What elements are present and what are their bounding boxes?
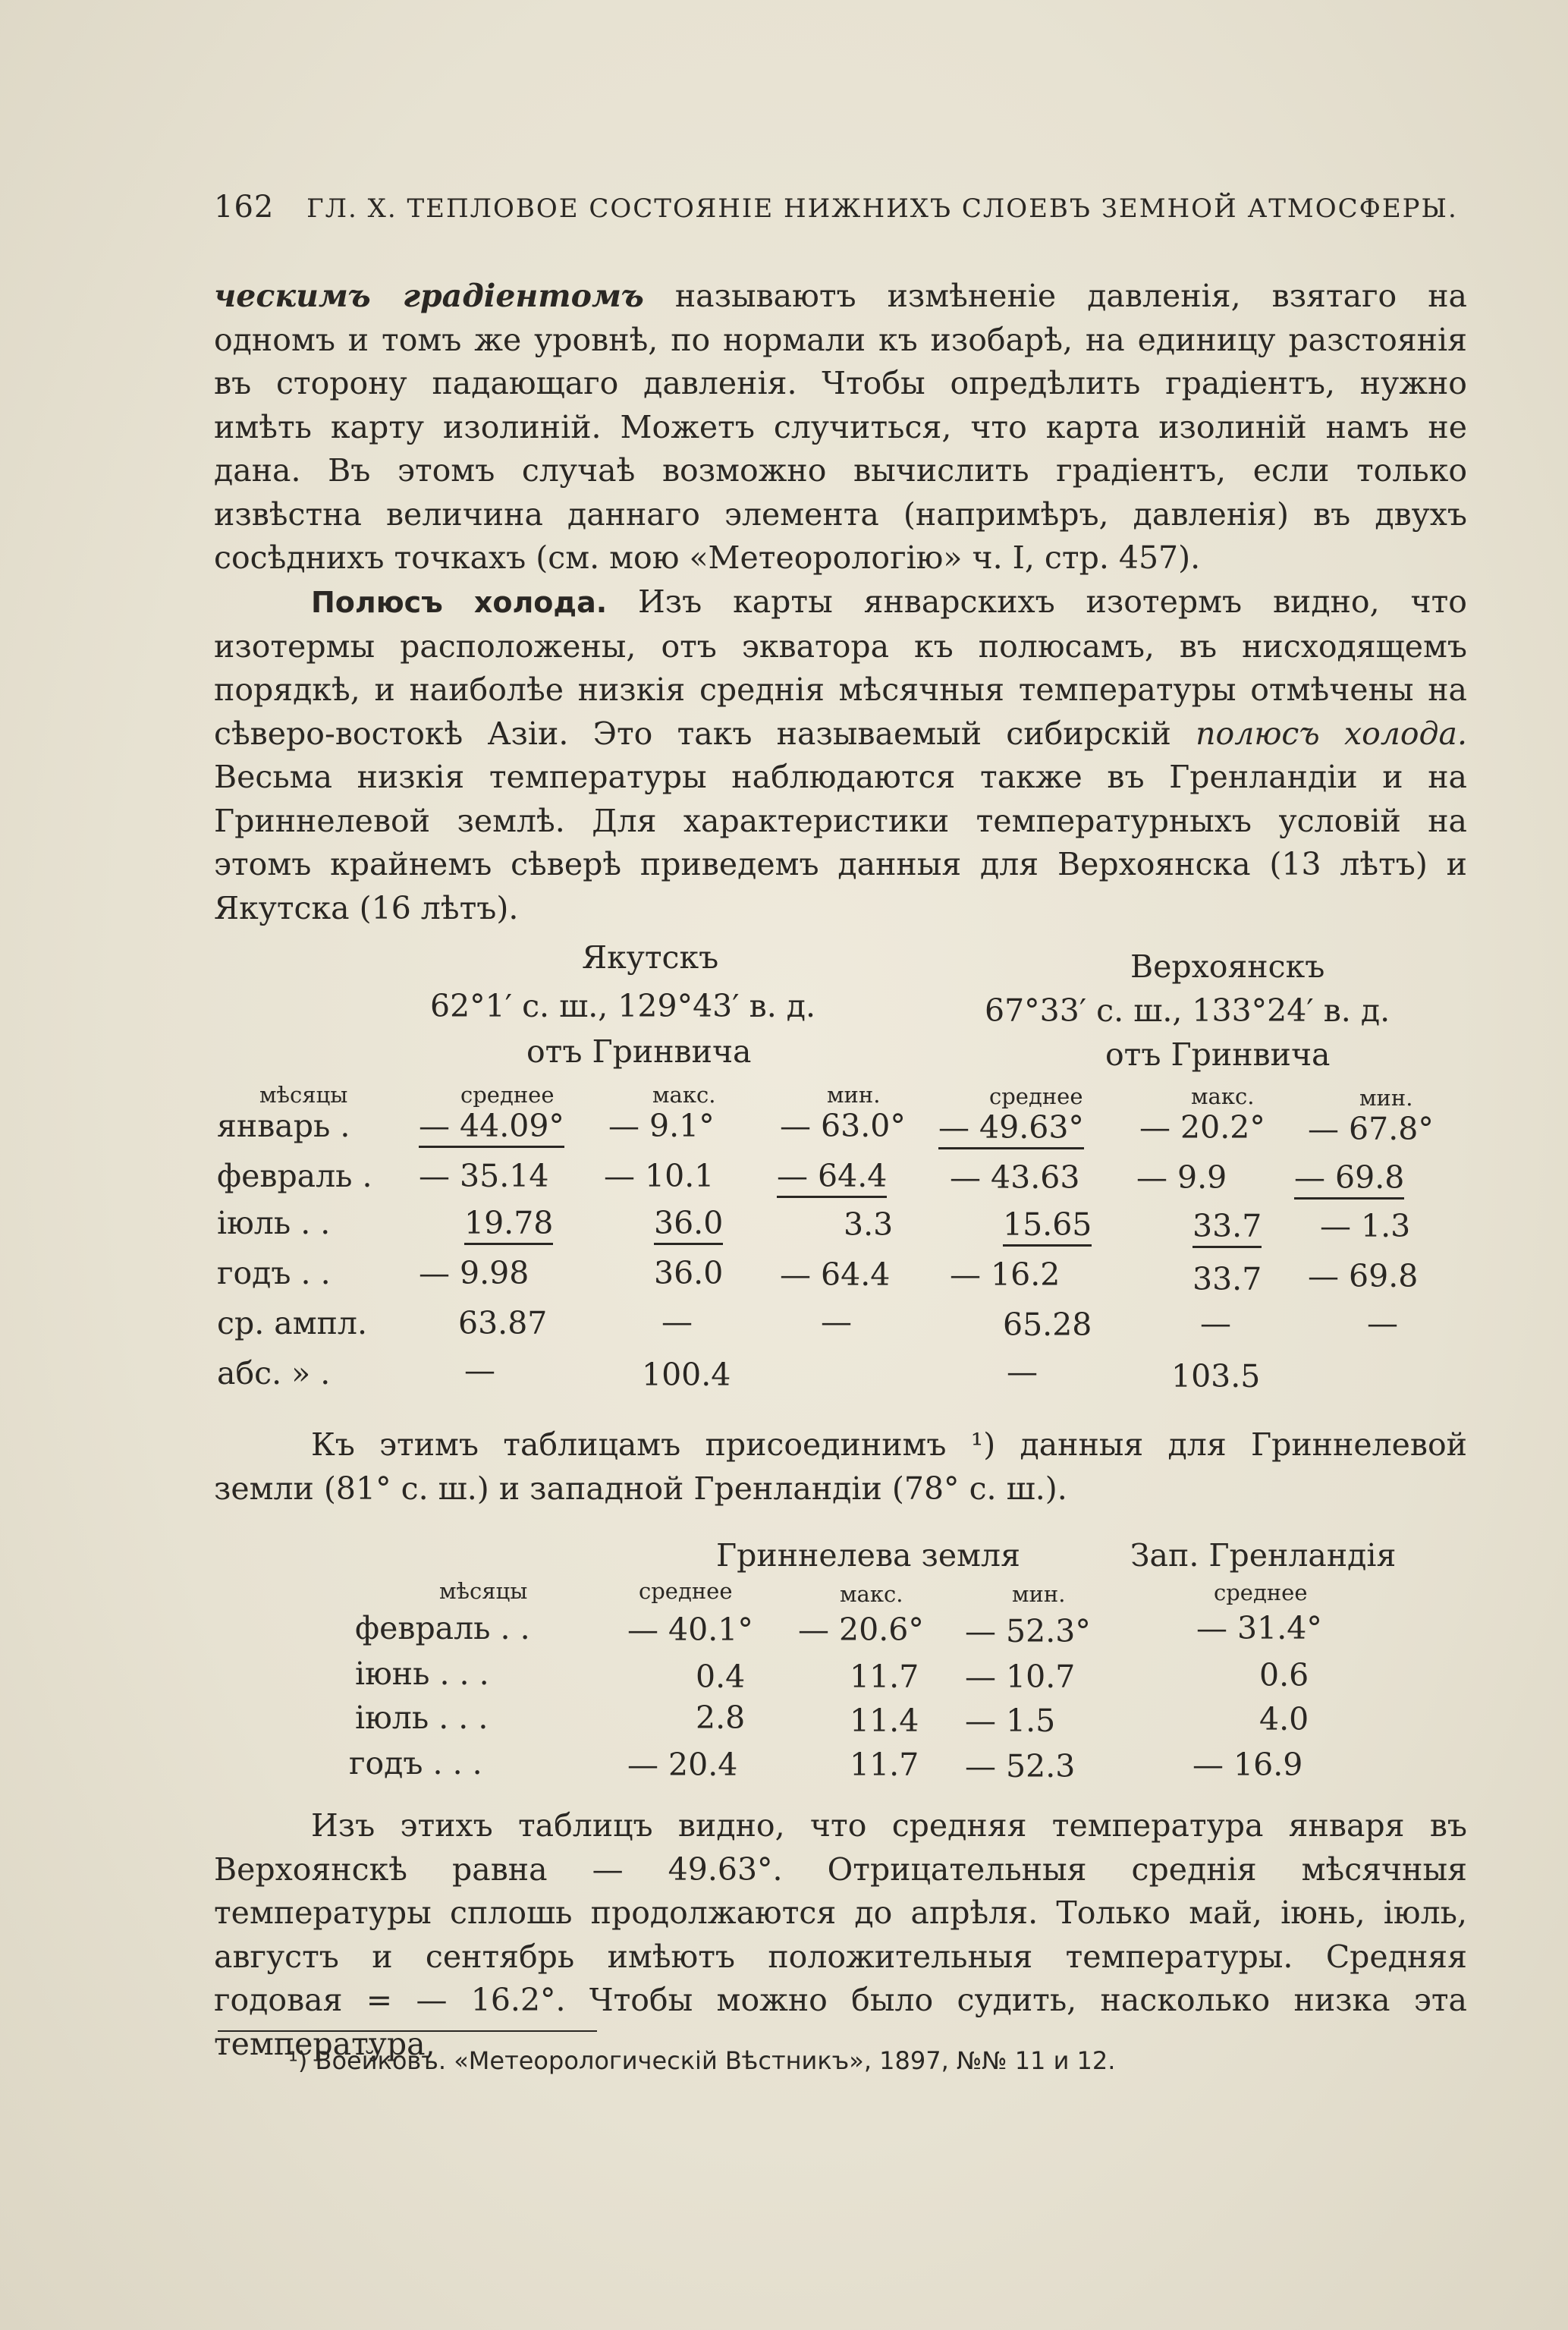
paragraph-cold-pole-text-b: Весьма низкія температуры наблюдаются также въ Гренландіи и на Гриннелевой землѣ. Для характеристики температурныхъ условій на этомъ крайнемъ сѣверѣ приведемъ данныя для Верхоянска (13 лѣтъ) и Якутска (16 лѣтъ). <box>214 759 1467 926</box>
paragraph-cold-pole-text-a: Изъ карты январскихъ изотермъ видно, что изотермы расположены, отъ экватора къ полюсамъ, въ нисходящемъ порядкѣ, и наиболѣе низкія среднія мѣсячныя температуры отмѣчены на сѣверо-востокѣ Азіи. Это такъ называемый сибирскій <box>214 583 1467 752</box>
running-head <box>214 190 1467 225</box>
table-cell: 11.7 <box>850 1659 919 1695</box>
paragraph-gradient <box>214 275 1467 580</box>
table-cell: 19.78 <box>464 1205 553 1245</box>
city-yakutsk: Якутскъ <box>582 939 719 976</box>
paragraph-conclusion-text: Изъ этихъ таблицъ видно, что средняя температура января въ Верхоянскѣ равна — 49.63°. Отрицательныя среднія мѣсячныя температуры сплошь продолжаются до апрѣля. Только май, іюнь, іюль, августъ и сентябрь имѣютъ положительныя температуры. Средняя годовая = — 16.2°. Чтобы можно было судить, насколько низка эта температура, <box>214 1807 1467 2062</box>
table-cell: 33.7 <box>1192 1261 1262 1297</box>
col-header: мин. <box>1359 1085 1413 1111</box>
table-cell: 0.6 <box>1259 1657 1309 1693</box>
table-cell: — 67.8° <box>1308 1111 1434 1147</box>
row-label: февраль . <box>217 1158 372 1194</box>
table-cell: — 9.1° <box>608 1108 715 1144</box>
row-label: абс. » . <box>217 1355 331 1391</box>
paragraph-conclusion <box>214 1804 1467 2066</box>
table-cell: 11.4 <box>850 1703 919 1739</box>
table-cell: 15.65 <box>1003 1206 1092 1247</box>
table-cell: 100.4 <box>642 1357 731 1393</box>
table-grinnell-greenland <box>214 1531 1473 1789</box>
col-header: среднее <box>989 1083 1083 1109</box>
cold-pole-term: полюсъ холода. <box>1196 715 1468 752</box>
table-cell: — 43.63 <box>950 1159 1080 1196</box>
paragraph-gradient-text: называютъ измѣненіе давленія, взятаго на одномъ и томъ же уровнѣ, по нормали къ изобарѣ, на единицу разстоянія въ сторону падающаго давленія. Чтобы опредѣлить градіентъ, нужно имѣть карту изолиній. Можетъ случиться, что карта изолиній намъ не дана. Въ этомъ случаѣ возможно вычислить градіентъ, если только извѣстна величина даннаго элемента (напримѣръ, давленія) въ двухъ сосѣднихъ точкахъ (см. мою «Метеорологію» ч. I, стр. 457). <box>214 278 1467 576</box>
table-cell: 0.4 <box>696 1659 746 1695</box>
row-label: іюль . . . <box>355 1700 489 1736</box>
table-cell: — <box>464 1352 495 1388</box>
col-header: мин. <box>1012 1581 1066 1607</box>
table-cell: — <box>821 1303 852 1340</box>
row-label: іюль . . <box>217 1205 331 1241</box>
table-cell: 33.7 <box>1192 1208 1262 1248</box>
city-yakutsk-meridian: отъ Гринвича <box>526 1033 752 1070</box>
table-cell: — 40.1° <box>627 1612 753 1648</box>
city-yakutsk-coords: 62°1′ с. ш., 129°43′ в. д. <box>430 988 816 1024</box>
footnote-rule <box>218 2030 597 2032</box>
table-cell: — 35.14 <box>419 1158 549 1194</box>
table-cell: — <box>661 1303 693 1340</box>
region-grinnell: Гриннелева земля <box>716 1537 1020 1574</box>
table-cell: — 20.4 <box>627 1747 738 1783</box>
table-cell: 103.5 <box>1171 1358 1261 1395</box>
table-cell: 11.7 <box>850 1747 919 1783</box>
table-cell: — 16.9 <box>1192 1747 1303 1783</box>
row-label: январь . <box>217 1108 350 1144</box>
table-cell: 3.3 <box>844 1206 894 1243</box>
col-header: макс. <box>1191 1083 1255 1109</box>
page-number: 162 <box>214 190 275 225</box>
table-cell: — 9.98 <box>419 1255 529 1291</box>
table-cell: 4.0 <box>1259 1701 1309 1737</box>
footnote: ¹) Воейковъ. «Метеорологическій Вѣстникъ», 1897, №№ 11 и 12. <box>288 2046 1116 2075</box>
col-header: среднее <box>1214 1580 1308 1605</box>
running-title: ГЛ. X. ТЕПЛОВОЕ СОСТОЯНІЕ НИЖНИХЪ СЛОЕВЪ ЗЕМНОЙ АТМОСФЕРЫ. <box>306 193 1458 224</box>
col-header: макс. <box>840 1581 903 1607</box>
paragraph-add-data <box>214 1423 1467 1511</box>
row-label: годъ . . . <box>349 1745 482 1781</box>
table-cell: — 20.6° <box>798 1612 924 1648</box>
term-gradient: ческимъ градіентомъ <box>214 278 644 314</box>
table-cell: 65.28 <box>1003 1306 1092 1343</box>
col-header: мѣсяцы <box>439 1578 528 1604</box>
table-cell: — 69.8 <box>1294 1159 1404 1200</box>
table-cell: — 9.9 <box>1136 1159 1227 1196</box>
table-yakutsk-verkhoyansk <box>214 939 1473 1425</box>
table-cell: — 69.8 <box>1308 1258 1419 1294</box>
table-cell: — 10.1 <box>604 1158 715 1194</box>
table-cell: 36.0 <box>654 1205 723 1245</box>
table-cell: 36.0 <box>654 1255 724 1291</box>
table-cell: — 44.09° <box>419 1108 564 1148</box>
table-cell: — 10.7 <box>965 1659 1076 1695</box>
city-verkhoyansk-coords: 67°33′ с. ш., 133°24′ в. д. <box>985 992 1390 1029</box>
table-cell: — 52.3° <box>965 1613 1091 1649</box>
table-cell: — 16.2 <box>950 1256 1061 1293</box>
table-cell: — <box>1007 1354 1038 1390</box>
table-cell: 2.8 <box>696 1700 746 1736</box>
col-header: макс. <box>652 1082 716 1108</box>
row-label: годъ . . <box>217 1255 331 1291</box>
section-heading: Полюсъ холода. <box>311 586 608 619</box>
table-cell: — 64.4 <box>780 1256 891 1293</box>
table-cell: — <box>1367 1305 1398 1341</box>
table-cell: — 20.2° <box>1139 1109 1265 1146</box>
row-label: февраль . . <box>355 1610 530 1646</box>
table-cell: — 31.4° <box>1196 1610 1322 1646</box>
table-cell: — 52.3 <box>965 1748 1076 1784</box>
table-cell: — 64.4 <box>777 1158 887 1198</box>
paragraph-cold-pole <box>214 580 1467 930</box>
col-header: среднее <box>639 1578 733 1604</box>
table-cell: — 49.63° <box>938 1109 1084 1149</box>
table-cell: — 1.3 <box>1320 1208 1411 1244</box>
col-header: мѣсяцы <box>259 1082 348 1108</box>
region-greenland: Зап. Гренландія <box>1130 1537 1397 1574</box>
table-cell: — 1.5 <box>965 1703 1056 1739</box>
col-header: мин. <box>827 1082 881 1108</box>
col-header: среднее <box>460 1082 555 1108</box>
table-cell: 63.87 <box>458 1305 548 1341</box>
city-verkhoyansk-meridian: отъ Гринвича <box>1105 1036 1331 1073</box>
table-cell: — 63.0° <box>780 1108 906 1144</box>
table-cell: — <box>1200 1305 1231 1341</box>
paragraph-add-data-text: Къ этимъ таблицамъ присоединимъ ¹) данныя для Гриннелевой земли (81° с. ш.) и западной Гренландіи (78° с. ш.). <box>214 1426 1467 1507</box>
row-label: іюнь . . . <box>355 1656 489 1692</box>
row-label: ср. ампл. <box>217 1305 368 1341</box>
city-verkhoyansk: Верхоянскъ <box>1130 948 1325 985</box>
